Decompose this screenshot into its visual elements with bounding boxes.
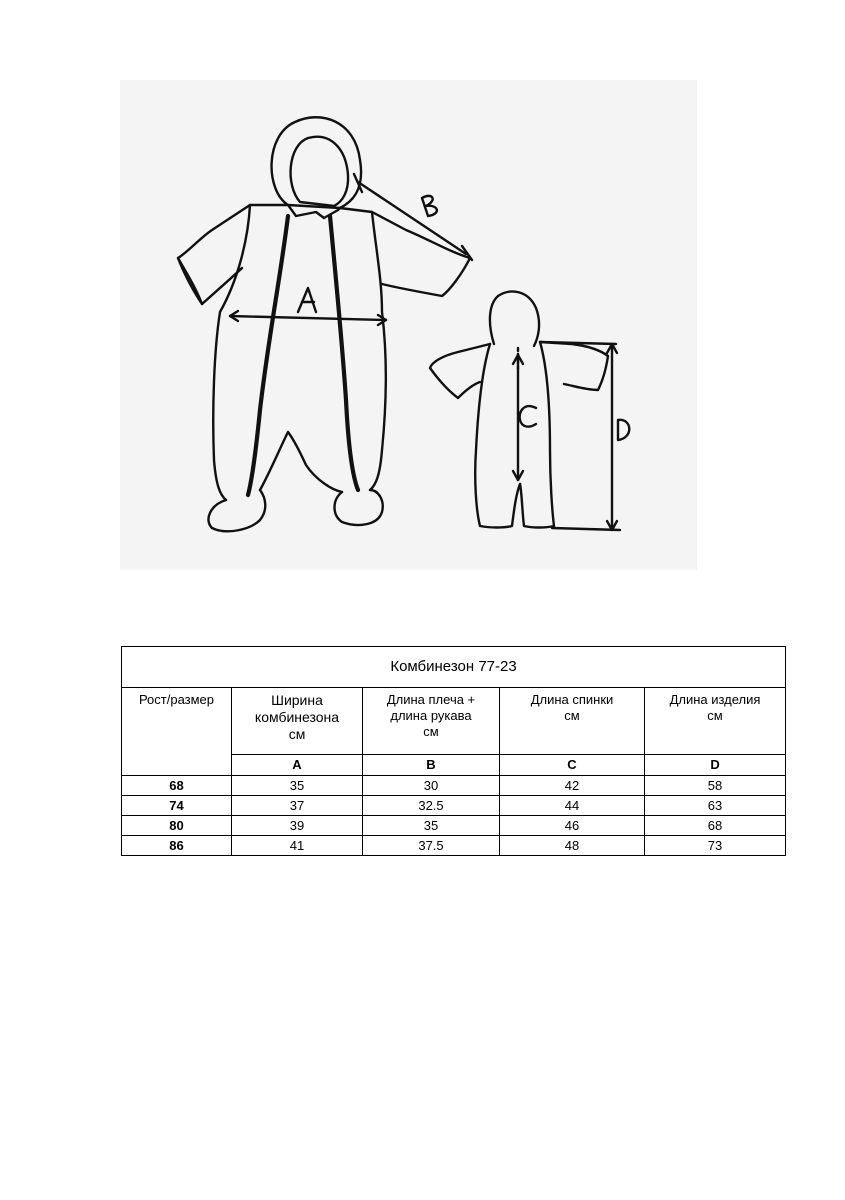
value-cell: 35 [232, 776, 363, 796]
header-line: Ширина [271, 692, 323, 708]
value-cell: 63 [645, 796, 786, 816]
value-cell: 68 [645, 816, 786, 836]
header-line: см [707, 708, 723, 723]
header-line: Длина спинки [530, 692, 614, 707]
value-cell: 30 [363, 776, 500, 796]
value-cell: 32.5 [363, 796, 500, 816]
table-row [122, 816, 786, 836]
size-cell: 68 [122, 776, 232, 796]
size-cell: 86 [122, 836, 232, 856]
value-cell: 37.5 [363, 836, 500, 856]
value-cell: 46 [500, 816, 645, 836]
column-header-shoulder-sleeve [363, 688, 500, 755]
header-line: см [423, 724, 439, 739]
value-cell: 42 [500, 776, 645, 796]
column-letter: C [500, 755, 645, 776]
table-title: Комбинезон 77-23 [122, 647, 786, 688]
value-cell: 39 [232, 816, 363, 836]
value-cell: 37 [232, 796, 363, 816]
column-header-total-length [645, 688, 786, 755]
value-cell: 41 [232, 836, 363, 856]
header-line: комбинезона [254, 709, 340, 725]
column-letter: A [232, 755, 363, 776]
table-row [122, 796, 786, 816]
column-header-back-length [500, 688, 645, 755]
header-line: Длина плеча + [386, 692, 476, 707]
size-column-header: Рост/размер [122, 688, 232, 776]
jumpsuit-sketch [120, 80, 697, 570]
header-line: Длина изделия [669, 692, 761, 707]
value-cell: 35 [363, 816, 500, 836]
value-cell: 58 [645, 776, 786, 796]
table-row [122, 836, 786, 856]
header-line: длина рукава [390, 708, 472, 723]
column-letter: D [645, 755, 786, 776]
header-line: см [288, 726, 306, 742]
table-row [122, 776, 786, 796]
value-cell: 44 [500, 796, 645, 816]
size-cell: 80 [122, 816, 232, 836]
value-cell: 73 [645, 836, 786, 856]
column-letter: B [363, 755, 500, 776]
size-chart-table [121, 646, 786, 856]
column-header-width [232, 688, 363, 755]
value-cell: 48 [500, 836, 645, 856]
size-cell: 74 [122, 796, 232, 816]
header-line: см [564, 708, 580, 723]
